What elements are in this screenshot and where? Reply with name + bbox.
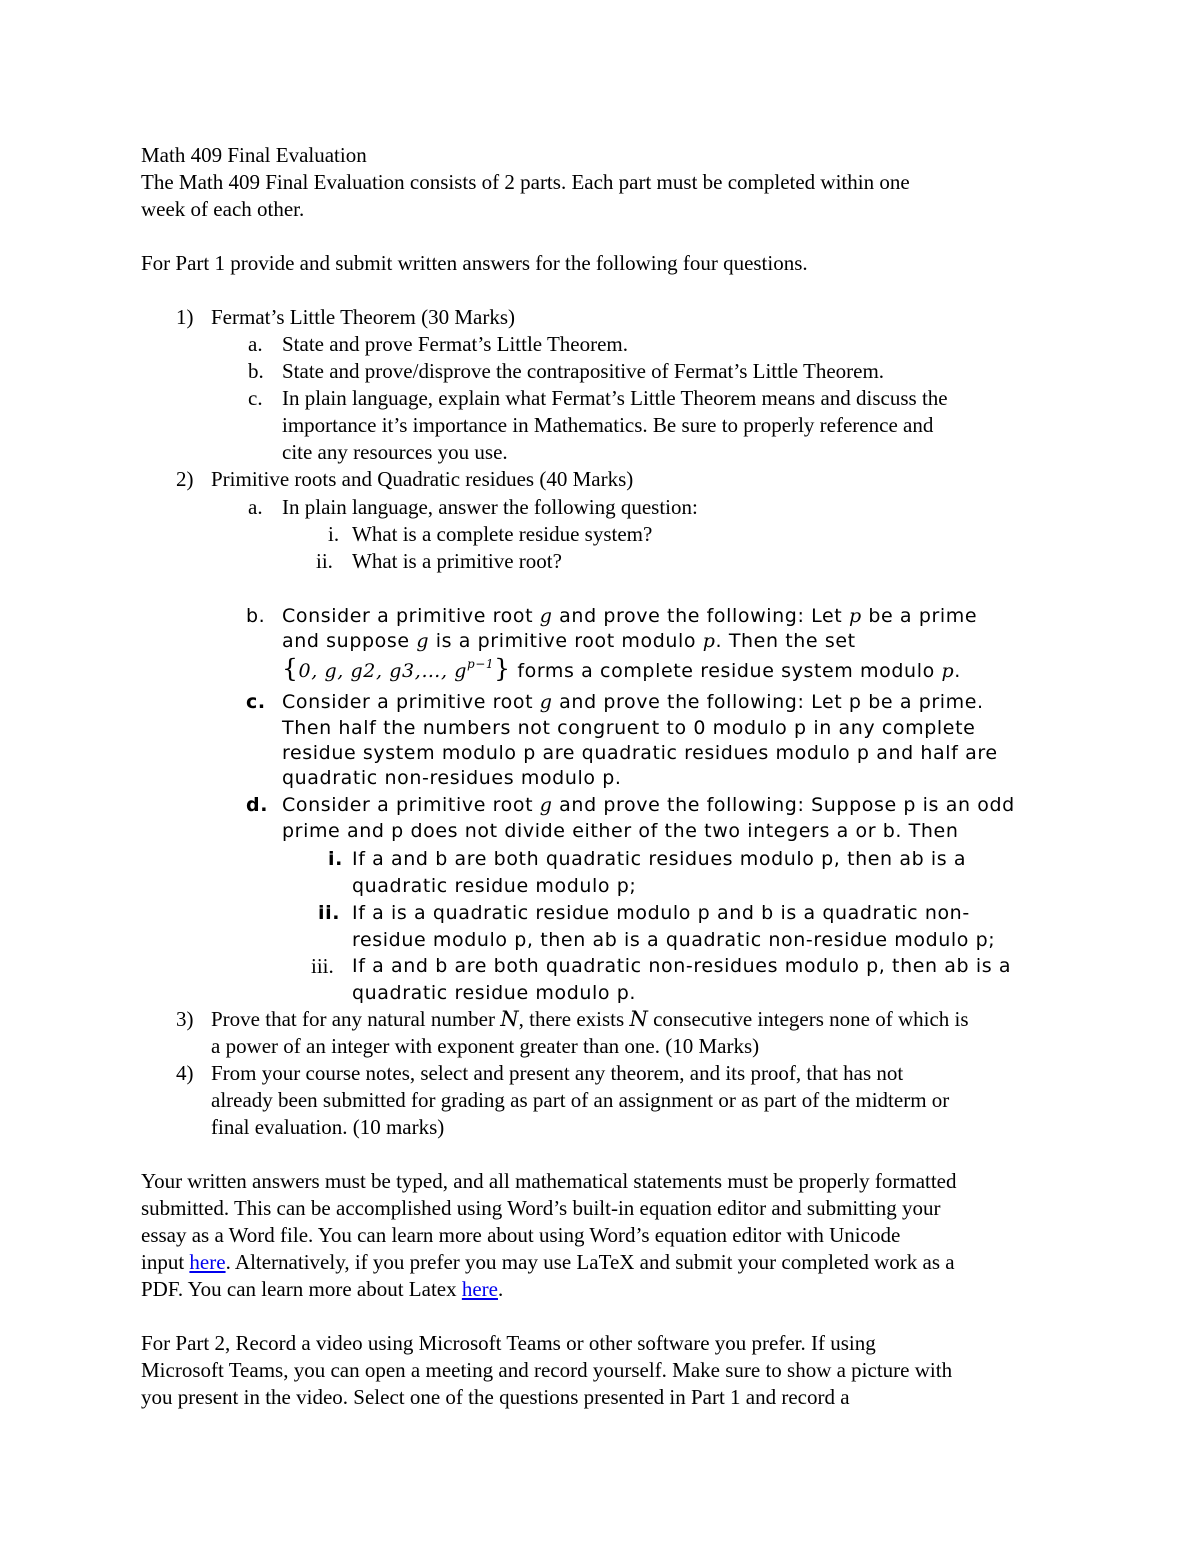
q2-d-label: d. <box>246 794 269 816</box>
math-g: g <box>539 794 553 816</box>
q4-number: 4) <box>176 1061 194 1085</box>
q2-title: Primitive roots and Quadratic residues (40 Marks) <box>211 467 634 491</box>
q1-c-text: cite any resources you use. <box>282 440 508 464</box>
part2-paragraph-line: For Part 2, Record a video using Microsoft Teams or other software you prefer. If using <box>141 1331 876 1355</box>
part2-paragraph-line: Microsoft Teams, you can open a meeting and record yourself. Make sure to show a picture with <box>141 1358 953 1382</box>
q1-a-text: State and prove Fermat’s Little Theorem. <box>282 332 629 356</box>
q2-d-iii-text: If a and b are both quadratic non-residues modulo p, then ab is a <box>352 955 1012 977</box>
q2-a-label: a. <box>248 495 263 519</box>
q2-c-text: quadratic non-residues modulo p. <box>282 767 622 789</box>
q2-a-i-label: i. <box>328 522 340 546</box>
q2-d-iii-text: quadratic residue modulo p. <box>352 982 637 1004</box>
q1-c-label: c. <box>248 386 263 410</box>
q1-c-text: importance it’s importance in Mathematics. Be sure to properly reference and <box>282 413 934 437</box>
q2-c-text: residue system modulo p are quadratic residues modulo p and half are <box>282 742 998 764</box>
format-paragraph-line: submitted. This can be accomplished using Word’s built-in equation editor and submitting your <box>141 1196 941 1220</box>
format-paragraph-line: PDF. You can learn more about Latex here. <box>141 1277 504 1301</box>
math-exponent: p−1 <box>467 657 495 671</box>
q3-number: 3) <box>176 1007 194 1031</box>
q3-text: Prove that for any natural number N, there exists N consecutive integers none of which is <box>211 1007 969 1031</box>
math-g: g <box>539 605 553 627</box>
q2-a-i-text: What is a complete residue system? <box>352 522 653 546</box>
q4-text: already been submitted for grading as part of an assignment or as part of the midterm or <box>211 1088 950 1112</box>
q1-number: 1) <box>176 305 194 329</box>
math-N: N <box>629 1007 648 1031</box>
latex-link[interactable]: here <box>461 1277 498 1301</box>
q1-a-label: a. <box>248 332 263 356</box>
word-equation-editor-link[interactable]: here <box>189 1250 226 1274</box>
q2-a-text: In plain language, answer the following question: <box>282 495 698 519</box>
q2-b-label: b. <box>246 605 266 627</box>
math-p: p <box>702 630 716 652</box>
format-paragraph-line: essay as a Word file. You can learn more about using Word’s equation editor with Unicode <box>141 1223 901 1247</box>
format-paragraph-line: input here. Alternatively, if you prefer you may use LaTeX and submit your completed work as a <box>141 1250 955 1274</box>
q4-text: final evaluation. (10 marks) <box>211 1115 445 1139</box>
q2-a-ii-label: ii. <box>316 549 333 573</box>
q2-number: 2) <box>176 467 194 491</box>
q2-c-text: Consider a primitive root g and prove the following: Let p be a prime. <box>282 691 984 713</box>
intro-line: The Math 409 Final Evaluation consists of 2 parts. Each part must be completed within one <box>141 170 910 194</box>
part2-paragraph-line: you present in the video. Select one of the questions presented in Part 1 and record a <box>141 1385 850 1409</box>
q1-title: Fermat’s Little Theorem (30 Marks) <box>211 305 516 329</box>
q2-d-ii-label: ii. <box>318 902 341 924</box>
q1-b-text: State and prove/disprove the contrapositive of Fermat’s Little Theorem. <box>282 359 885 383</box>
q2-d-text: Consider a primitive root g and prove the following: Suppose p is an odd <box>282 794 1015 816</box>
q2-d-ii-text: residue modulo p, then ab is a quadratic non-residue modulo p; <box>352 929 996 951</box>
math-g: g <box>539 691 553 713</box>
q2-b-text: Consider a primitive root g and prove the following: Let p be a prime <box>282 605 978 627</box>
math-set: 0, g, g2, g3,…, g <box>298 660 467 682</box>
q2-d-iii-label: iii. <box>311 954 334 978</box>
q1-b-label: b. <box>248 359 264 383</box>
q2-a-ii-text: What is a primitive root? <box>352 549 562 573</box>
q2-d-i-text: quadratic residue modulo p; <box>352 875 637 897</box>
q2-d-i-text: If a and b are both quadratic residues modulo p, then ab is a <box>352 848 967 870</box>
q3-text: a power of an integer with exponent greater than one. (10 Marks) <box>211 1034 760 1058</box>
part1-intro: For Part 1 provide and submit written answers for the following four questions. <box>141 251 808 275</box>
document-title: Math 409 Final Evaluation <box>141 143 367 167</box>
q2-b-text: {0, g, g2, g3,…, $g^{p-1}$} forms a complete residue system modulo p. <box>282 654 961 683</box>
q4-text: From your course notes, select and present any theorem, and its proof, that has not <box>211 1061 904 1085</box>
math-p: p <box>941 660 955 682</box>
format-paragraph-line: Your written answers must be typed, and all mathematical statements must be properly formatted <box>141 1169 957 1193</box>
math-N: N <box>500 1007 519 1031</box>
q2-c-label: c. <box>246 691 266 713</box>
q2-c-text: Then half the numbers not congruent to 0 modulo p in any complete <box>282 717 976 739</box>
q2-b-text: and suppose g is a primitive root modulo p. Then the set <box>282 630 856 652</box>
q2-d-ii-text: If a is a quadratic residue modulo p and b is a quadratic non- <box>352 902 970 924</box>
intro-line: week of each other. <box>141 197 305 221</box>
q2-d-i-label: i. <box>328 848 343 870</box>
math-g: g <box>416 630 430 652</box>
q2-d-text: prime and p does not divide either of the two integers a or b. Then <box>282 820 959 842</box>
q1-c-text: In plain language, explain what Fermat’s Little Theorem means and discuss the <box>282 386 948 410</box>
math-p: p <box>848 605 862 627</box>
